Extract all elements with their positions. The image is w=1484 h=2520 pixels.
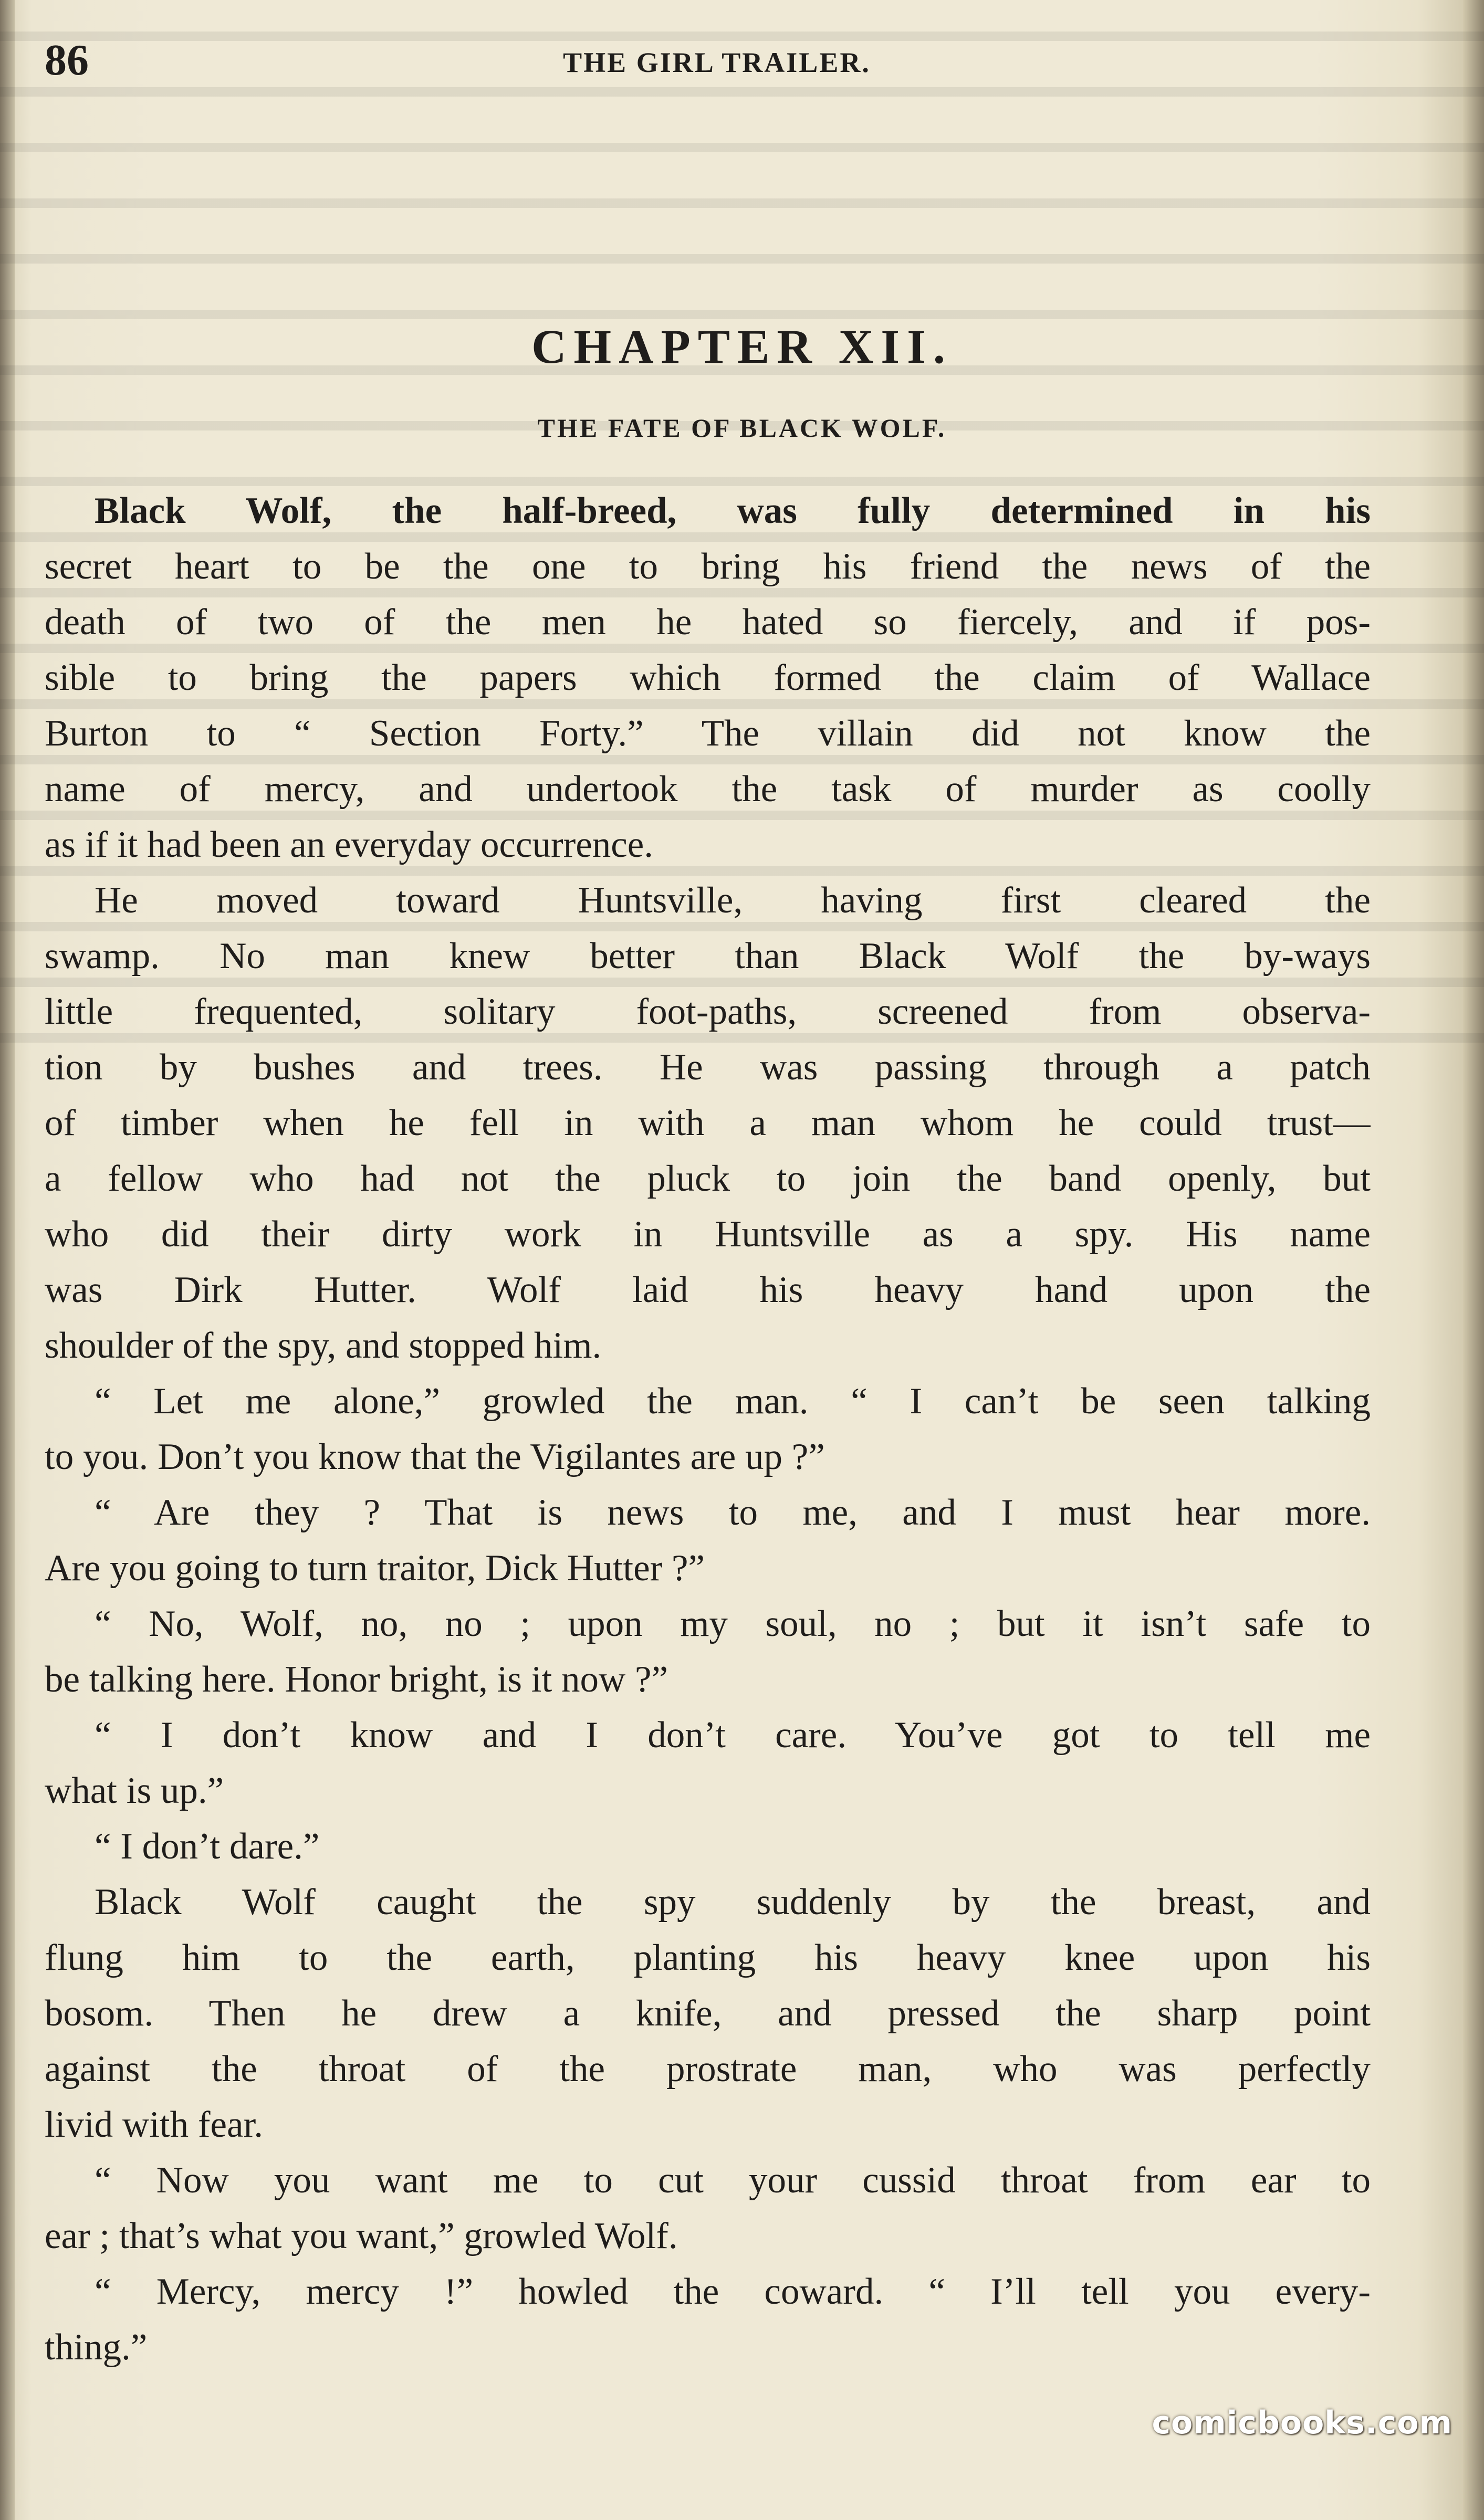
text-line: a fellow who had not the pluck to join the band openly, but [45,1158,1371,1199]
text-line: “ I don’t dare.” [95,1826,320,1867]
text-line: tion by bushes and trees. He was passing through a patch [45,1047,1371,1088]
text-line: thing.” [45,2327,148,2368]
text-line: “ Are they ? That is news to me, and I must hear more. [95,1492,1371,1533]
text-line: was Dirk Hutter. Wolf laid his heavy hand upon the [45,1269,1371,1310]
text-line: to you. Don’t you know that the Vigilantes are up ?” [45,1436,825,1477]
text-line: who did their dirty work in Huntsville as a spy. His name [45,1214,1371,1255]
text-line: against the throat of the prostrate man, who was perfectly [45,2049,1371,2090]
page-number: 86 [45,36,89,85]
body-text [45,483,1371,2375]
page-header [45,37,1389,84]
text-line: little frequented, solitary foot-paths, screened from observa- [45,991,1371,1032]
chapter-subtitle: THE FATE OF BLACK WOLF. [537,413,947,443]
page-left-edge [0,0,15,2520]
chapter-title: CHAPTER XII. [531,320,953,373]
watermark: comicbooks.com [1152,2404,1452,2441]
text-line: bosom. Then he drew a knife, and pressed the sharp point [45,1993,1371,2034]
text-line: what is up.” [45,1770,224,1811]
text-line: of timber when he fell in with a man whom he could trust— [45,1102,1371,1143]
text-line: “ Mercy, mercy !” howled the coward. “ I’ll tell you every- [95,2271,1371,2312]
running-head: THE GIRL TRAILER. [563,47,871,78]
page-right-edge [1463,0,1484,2520]
text-line: livid with fear. [45,2104,264,2145]
text-line: be talking here. Honor bright, is it now ?” [45,1659,668,1700]
text-line: death of two of the men he hated so fiercely, and if pos- [45,602,1371,643]
text-line: name of mercy, and undertook the task of murder as coolly [45,769,1371,810]
text-line: shoulder of the spy, and stopped him. [45,1325,602,1366]
text-line: secret heart to be the one to bring his friend the news of the [45,546,1371,587]
text-line: Black Wolf, the half-breed, was fully determined in his [95,490,1371,531]
text-line: ear ; that’s what you want,” growled Wolf. [45,2216,678,2256]
text-line: “ No, Wolf, no, no ; upon my soul, no ; but it isn’t safe to [95,1603,1371,1644]
text-line: swamp. No man knew better than Black Wolf the by-ways [45,936,1371,976]
text-line: Black Wolf caught the spy suddenly by the breast, and [95,1882,1371,1923]
text-line: “ Now you want me to cut your cussid throat from ear to [95,2160,1371,2201]
text-line: He moved toward Huntsville, having first cleared the [95,880,1371,921]
text-line: “ Let me alone,” growled the man. “ I can’t be seen talking [95,1381,1371,1422]
text-line: Are you going to turn traitor, Dick Hutter ?” [45,1548,705,1589]
text-line: Burton to “ Section Forty.” The villain did not know the [45,713,1371,754]
text-line: sible to bring the papers which formed the claim of Wallace [45,657,1371,698]
text-line: “ I don’t know and I don’t care. You’ve got to tell me [95,1715,1371,1756]
text-line: as if it had been an everyday occurrence. [45,824,654,865]
text-line: flung him to the earth, planting his heavy knee upon his [45,1937,1371,1978]
